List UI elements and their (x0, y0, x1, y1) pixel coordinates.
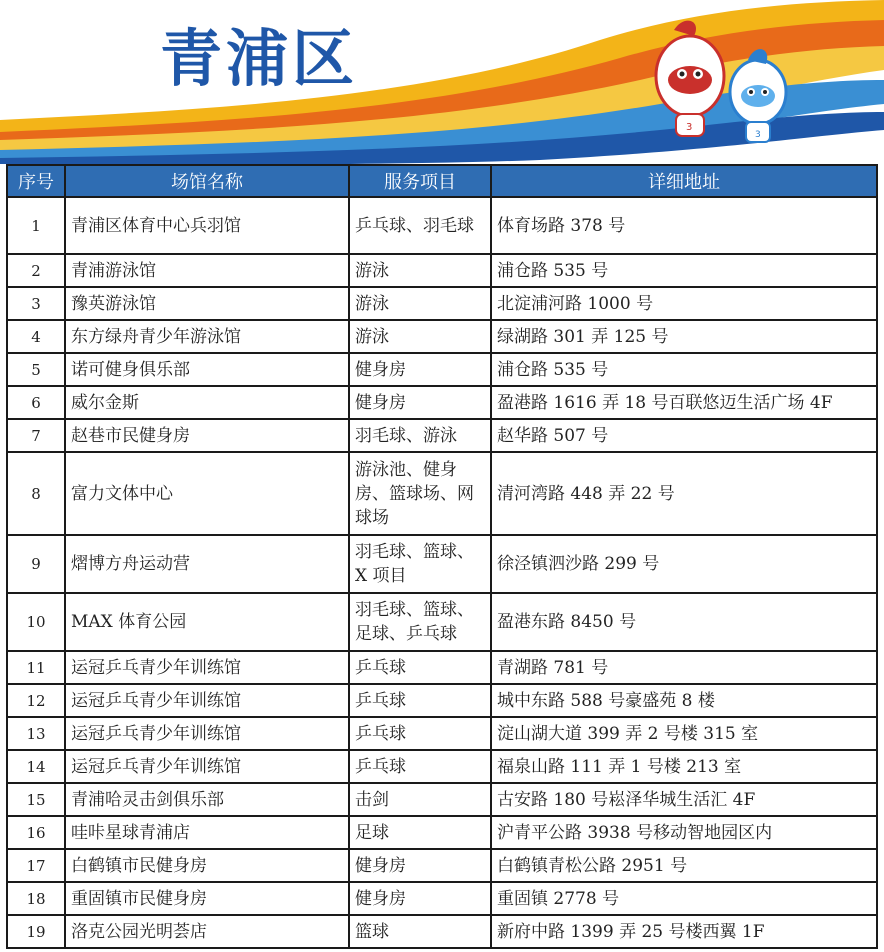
column-header-service: 服务项目 (349, 165, 491, 197)
column-header-venue: 场馆名称 (65, 165, 349, 197)
table-row (7, 849, 877, 882)
service-items: 乒乓球 (349, 717, 491, 750)
service-items: 健身房 (349, 849, 491, 882)
venue-name: 白鹤镇市民健身房 (65, 849, 349, 882)
venue-name: 赵巷市民健身房 (65, 419, 349, 452)
venue-name: 运冠乒乓青少年训练馆 (65, 651, 349, 684)
table-row (7, 717, 877, 750)
row-number: 12 (7, 684, 65, 717)
table-row (7, 287, 877, 320)
table-row (7, 254, 877, 287)
mascot-icon (630, 14, 870, 154)
venue-address: 白鹤镇青松公路 2951 号 (491, 849, 877, 882)
venue-name: 青浦哈灵击剑俱乐部 (65, 783, 349, 816)
venue-address: 重固镇 2778 号 (491, 882, 877, 915)
row-number: 15 (7, 783, 65, 816)
venue-address: 赵华路 507 号 (491, 419, 877, 452)
venue-address: 城中东路 588 号豪盛苑 8 楼 (491, 684, 877, 717)
row-number: 8 (7, 452, 65, 535)
table-row (7, 353, 877, 386)
venue-table (6, 164, 878, 949)
venue-name: 青浦区体育中心兵羽馆 (65, 197, 349, 254)
venue-address: 盈港东路 8450 号 (491, 593, 877, 651)
table-row (7, 197, 877, 254)
row-number: 5 (7, 353, 65, 386)
service-items: 乒乓球 (349, 651, 491, 684)
venue-name: 哇咔星球青浦店 (65, 816, 349, 849)
table-row (7, 452, 877, 535)
table-row (7, 386, 877, 419)
venue-address: 新府中路 1399 弄 25 号楼西翼 1F (491, 915, 877, 948)
venue-address: 绿湖路 301 弄 125 号 (491, 320, 877, 353)
service-items: 游泳 (349, 320, 491, 353)
row-number: 17 (7, 849, 65, 882)
table-row (7, 651, 877, 684)
row-number: 1 (7, 197, 65, 254)
header-banner (0, 0, 884, 164)
venue-address: 浦仓路 535 号 (491, 353, 877, 386)
table-row (7, 535, 877, 593)
row-number: 18 (7, 882, 65, 915)
row-number: 9 (7, 535, 65, 593)
service-items: 篮球 (349, 915, 491, 948)
table-row (7, 593, 877, 651)
venue-address: 盈港路 1616 弄 18 号百联悠迈生活广场 4F (491, 386, 877, 419)
venue-address: 浦仓路 535 号 (491, 254, 877, 287)
venue-name: 豫英游泳馆 (65, 287, 349, 320)
venue-address: 福泉山路 111 弄 1 号楼 213 室 (491, 750, 877, 783)
service-items: 健身房 (349, 386, 491, 419)
row-number: 4 (7, 320, 65, 353)
service-items: 羽毛球、篮球、足球、乒乓球 (349, 593, 491, 651)
venue-address: 徐泾镇泗沙路 299 号 (491, 535, 877, 593)
row-number: 10 (7, 593, 65, 651)
service-items: 游泳 (349, 254, 491, 287)
row-number: 6 (7, 386, 65, 419)
venue-address: 北淀浦河路 1000 号 (491, 287, 877, 320)
service-items: 游泳池、健身房、篮球场、网球场 (349, 452, 491, 535)
service-items: 足球 (349, 816, 491, 849)
district-title: 青浦区 (160, 22, 359, 95)
venue-address: 青湖路 781 号 (491, 651, 877, 684)
venue-name: 青浦游泳馆 (65, 254, 349, 287)
row-number: 11 (7, 651, 65, 684)
service-items: 乒乓球、羽毛球 (349, 197, 491, 254)
table-row (7, 750, 877, 783)
venue-name: 运冠乒乓青少年训练馆 (65, 750, 349, 783)
row-number: 7 (7, 419, 65, 452)
venue-address: 古安路 180 号崧泽华城生活汇 4F (491, 783, 877, 816)
venue-name: 洛克公园光明荟店 (65, 915, 349, 948)
table-row (7, 783, 877, 816)
service-items: 健身房 (349, 882, 491, 915)
table-row (7, 419, 877, 452)
venue-name: 熠博方舟运动营 (65, 535, 349, 593)
service-items: 乒乓球 (349, 750, 491, 783)
column-header-address: 详细地址 (491, 165, 877, 197)
venue-name: 富力文体中心 (65, 452, 349, 535)
table-row (7, 816, 877, 849)
venue-address: 沪青平公路 3938 号移动智地园区内 (491, 816, 877, 849)
venue-address: 淀山湖大道 399 弄 2 号楼 315 室 (491, 717, 877, 750)
venue-table-body (7, 197, 877, 948)
service-items: 羽毛球、篮球、X 项目 (349, 535, 491, 593)
table-row (7, 882, 877, 915)
venue-address: 清河湾路 448 弄 22 号 (491, 452, 877, 535)
service-items: 羽毛球、游泳 (349, 419, 491, 452)
venue-name: 威尔金斯 (65, 386, 349, 419)
row-number: 13 (7, 717, 65, 750)
table-row (7, 320, 877, 353)
table-header-row (7, 165, 877, 197)
venue-name: 重固镇市民健身房 (65, 882, 349, 915)
venue-name: 诺可健身俱乐部 (65, 353, 349, 386)
service-items: 游泳 (349, 287, 491, 320)
service-items: 乒乓球 (349, 684, 491, 717)
table-row (7, 915, 877, 948)
venue-name: 东方绿舟青少年游泳馆 (65, 320, 349, 353)
svg-text:3: 3 (755, 130, 761, 140)
table-row (7, 684, 877, 717)
venue-address: 体育场路 378 号 (491, 197, 877, 254)
column-header-number: 序号 (7, 165, 65, 197)
row-number: 19 (7, 915, 65, 948)
row-number: 14 (7, 750, 65, 783)
service-items: 健身房 (349, 353, 491, 386)
row-number: 3 (7, 287, 65, 320)
row-number: 2 (7, 254, 65, 287)
venue-name: 运冠乒乓青少年训练馆 (65, 684, 349, 717)
svg-text:3: 3 (686, 122, 693, 133)
row-number: 16 (7, 816, 65, 849)
service-items: 击剑 (349, 783, 491, 816)
venue-name: MAX 体育公园 (65, 593, 349, 651)
venue-name: 运冠乒乓青少年训练馆 (65, 717, 349, 750)
